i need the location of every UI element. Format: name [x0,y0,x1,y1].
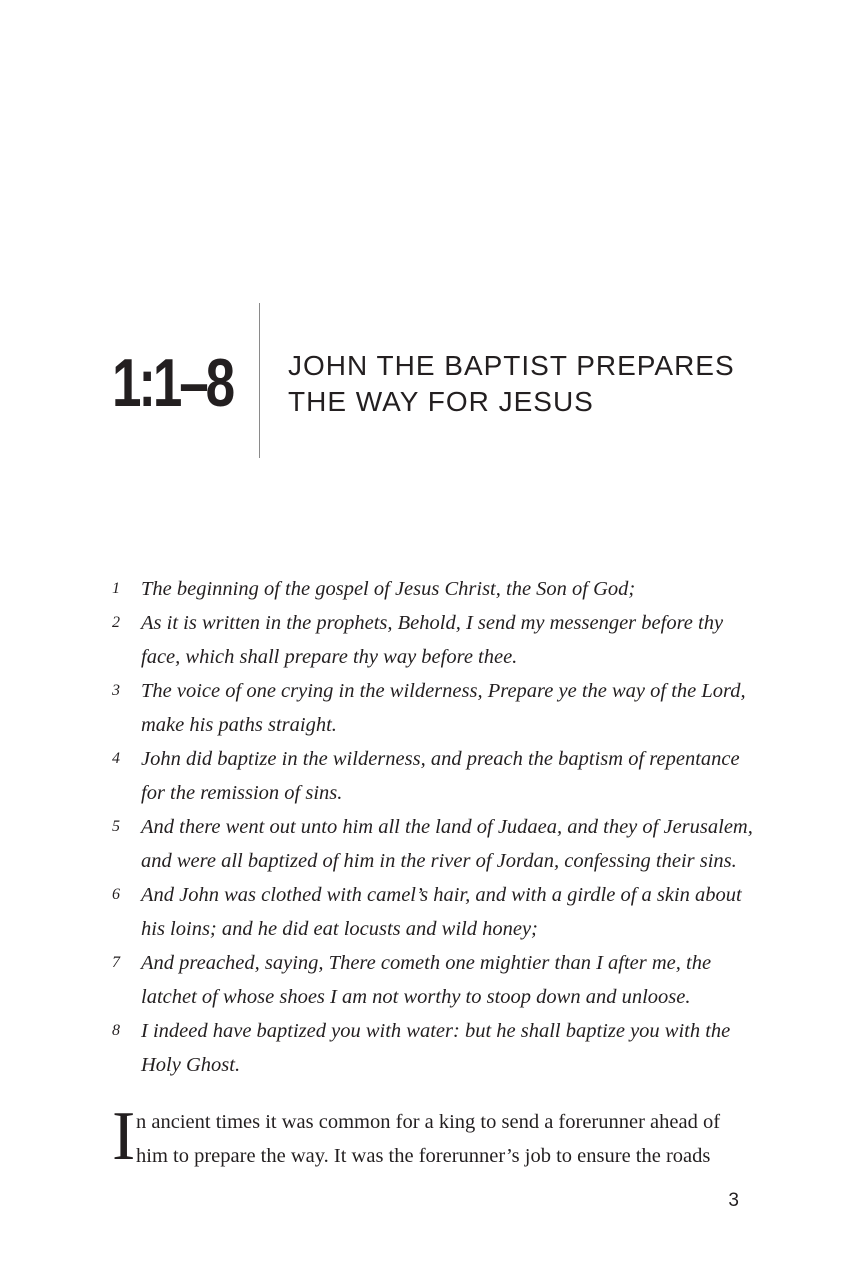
verse-text: face, which shall prepare thy way before thee. [141,646,518,668]
verse-text: Holy Ghost. [141,1054,241,1076]
section-title [288,348,758,420]
verse-text: his loins; and he did eat locusts and wild honey; [141,918,538,940]
drop-cap: I [112,1098,136,1175]
verse [112,674,752,742]
verse-number: 2 [112,614,120,631]
verse-text: And there went out unto him all the land of Judaea, and they of Jerusalem, [141,816,753,838]
section-heading [112,303,752,458]
commentary-line: him to prepare the way. It was the forerunner’s job to ensure the roads [136,1145,711,1167]
scripture-passage [112,572,752,1082]
verse-text: And John was clothed with camel’s hair, and with a girdle of a skin about [141,884,742,906]
verse-number: 6 [112,886,120,903]
verse-text: for the remission of sins. [141,782,343,804]
verse [112,946,752,1014]
verse-number: 8 [112,1022,120,1039]
verse [112,878,752,946]
heading-divider [259,303,260,458]
verse-text: latchet of whose shoes I am not worthy to stoop down and unloose. [141,986,691,1008]
verse-text: As it is written in the prophets, Behold, I send my messenger before thy [141,612,724,634]
verse-text: The beginning of the gospel of Jesus Christ, the Son of God; [141,578,636,600]
section-title-line: THE WAY FOR JESUS [288,386,594,417]
verse-number: 7 [112,954,120,971]
verse-text: And preached, saying, There cometh one mightier than I after me, the [141,952,712,974]
verse [112,606,752,674]
verse-text: make his paths straight. [141,714,337,736]
verse-text: I indeed have baptized you with water: but he shall baptize you with the [141,1020,731,1042]
section-title-line: JOHN THE BAPTIST PREPARES [288,350,735,381]
verse-text: and were all baptized of him in the river of Jordan, confessing their sins. [141,850,737,872]
verse-number: 1 [112,580,120,597]
verse [112,810,752,878]
verse [112,742,752,810]
verse-text: The voice of one crying in the wilderness, Prepare ye the way of the Lord, [141,680,746,702]
page-number: 3 [728,1190,739,1211]
verse [112,1014,752,1082]
commentary-paragraph [112,1098,752,1175]
verse-number: 3 [112,682,120,699]
verse-number: 4 [112,750,120,767]
passage-reference: 1:1–8 [112,345,233,421]
verse-text: John did baptize in the wilderness, and preach the baptism of repentance [141,748,740,770]
verse-number: 5 [112,818,120,835]
verse [112,572,752,606]
commentary-line: n ancient times it was common for a king to send a forerunner ahead of [136,1111,721,1133]
